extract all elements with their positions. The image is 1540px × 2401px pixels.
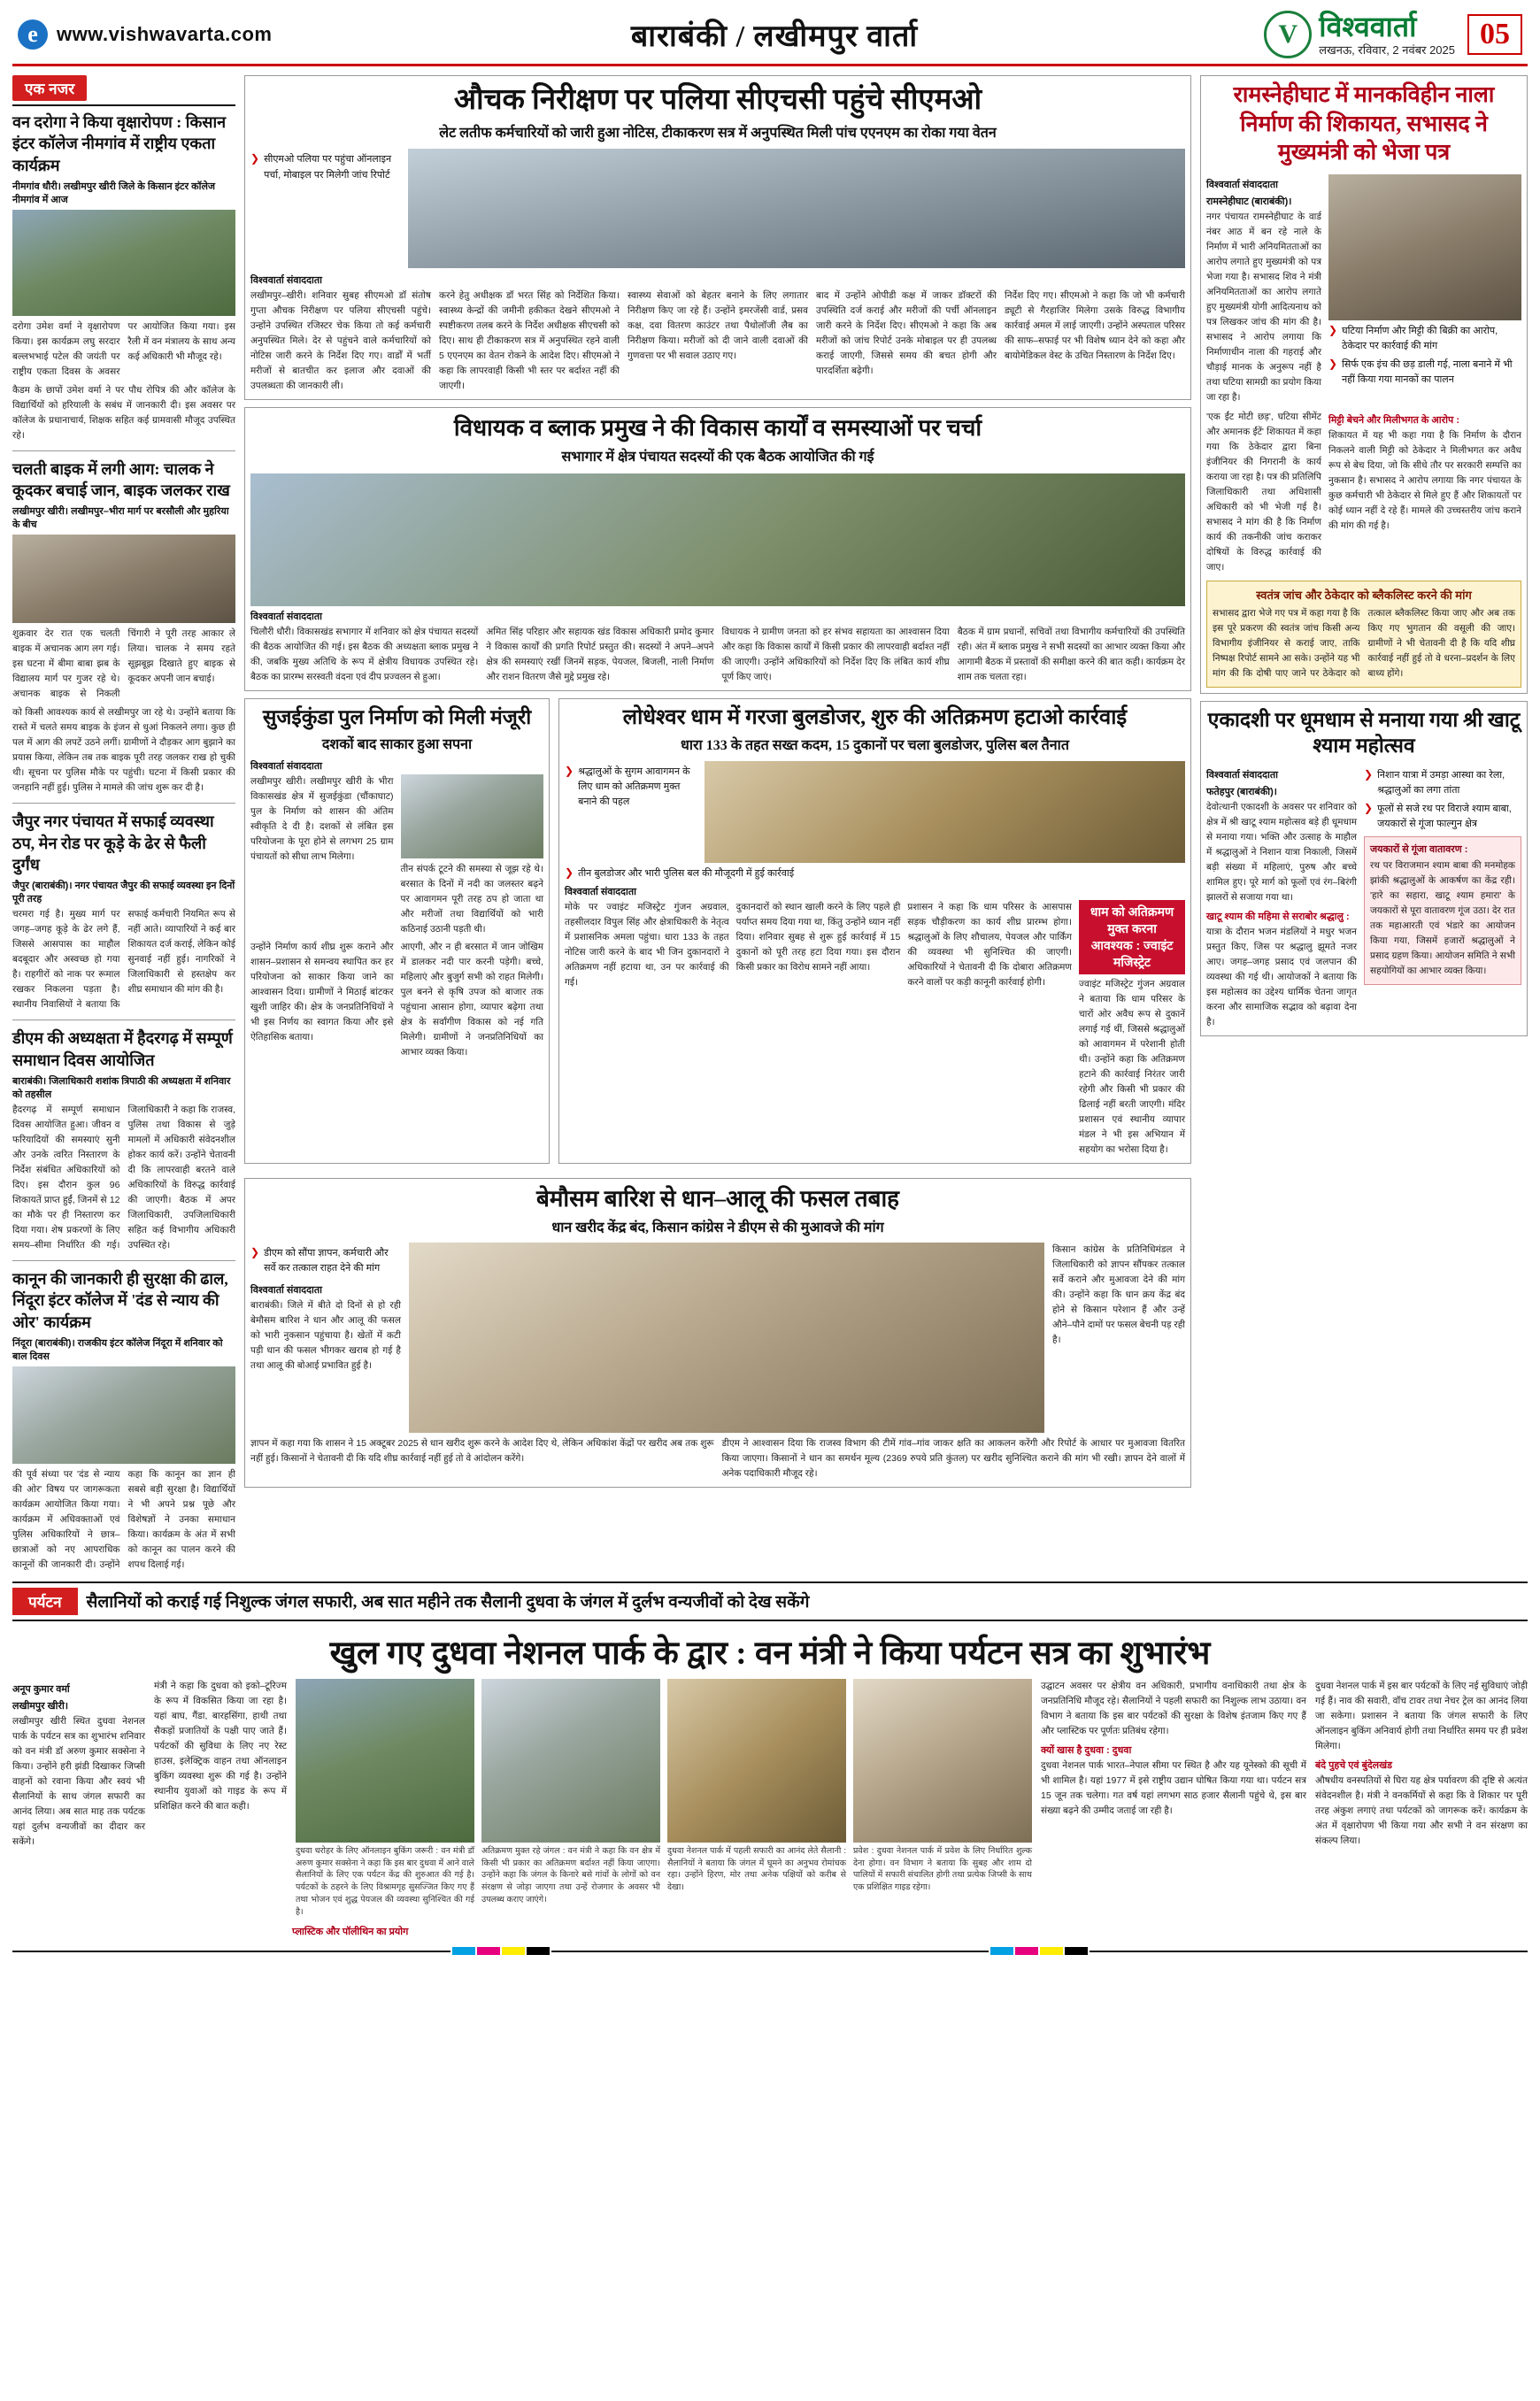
vidhayak-body-2: अमित सिंह परिहार और सहायक खंड विकास अधिकारी प्रमोद कुमार ने विकास कार्यों की प्रगति रिपोर्ट प्रस्तुत की। सदस्यों ने अपने–अपने क्षेत्र की समस्याएं रखीं जिनमें सड़क, पेयजल, बिजली, नाली निर्माण और राशन वितरण जैसे मुद्दे प्रमुख रहे। bbox=[486, 626, 714, 682]
khatu-side-title: जयकारों से गूंजा वातावरण : bbox=[1370, 844, 1468, 856]
lodheshwar-bullet-text-1: तीन बुलडोजर और भारी पुलिस बल की मौजूदगी में हुई कार्रवाई bbox=[578, 867, 795, 879]
cmyk-swatch-c2 bbox=[990, 1947, 1013, 1955]
edition-date: लखनऊ, रविवार, 2 नवंबर 2025 bbox=[1319, 43, 1455, 58]
tourism-body-2: मंत्री ने कहा कि दुधवा को इको–टूरिज्म के रूप में विकसित किया जा रहा है। यहां बाघ, गैंडा, बारहसिंगा, हाथी तथा सैकड़ों प्रजातियों के पक्षी पाए जाते हैं। पर्यटकों की सुविधा के लिए नए रेस्ट हाउस, इलेक्ट्रिक वाहन तथा ऑनलाइन बुकिंग व्यवस्था शुरू की गई है। उन्होंने स्थानीय युवाओं को गाइड के रूप में प्रशिक्षित करने की बात कही। bbox=[154, 1680, 287, 1812]
lead-photo bbox=[408, 149, 1185, 268]
brief-2-byline: लखीमपुर खीरी। लखीमपुर–भीरा मार्ग पर बरसौली और मुहरिया के बीच bbox=[12, 506, 229, 531]
lodheshwar-bullet-0 bbox=[565, 765, 697, 810]
sujai-headline: सुजईकुंडा पुल निर्माण को मिली मंजूरी bbox=[262, 705, 532, 728]
tourism-body-6: औषधीय वनस्पतियों से घिरा यह क्षेत्र पर्यावरण की दृष्टि से अत्यंत संवेदनशील है। मंत्री ने वनकर्मियों से कहा कि वे शिकार पर पूरी तरह अंकुश लगाएं तथा पर्यटकों को जागरूक करें। कार्यक्रम के अंत में वृक्षारोपण भी किया गया और सभी ने वन संरक्षण का संकल्प लिया। bbox=[1315, 1774, 1528, 1846]
ek-nazar-header bbox=[12, 75, 235, 106]
vidhayak-photo bbox=[250, 473, 1185, 606]
dhan-headline: बेमौसम बारिश से धान–आलू की फसल तबाह bbox=[536, 1185, 899, 1212]
brief-1-headline: वन दरोगा ने किया वृक्षारोपण : किसान इंटर कॉलेज नीमगांव में राष्ट्रीय एकता कार्यक्रम bbox=[12, 113, 227, 174]
cmyk-swatch-c bbox=[452, 1947, 475, 1955]
dhan-byline: विश्ववार्ता संवाददाता bbox=[250, 1285, 322, 1297]
lead-byline: विश्ववार्ता संवाददाता bbox=[250, 275, 322, 287]
tourism-body-4: दुधवा नेशनल पार्क भारत–नेपाल सीमा पर स्थित है और यह यूनेस्को की सूची में भी शामिल है। यहां 1977 में इसे राष्ट्रीय उद्यान घोषित किया गया था। पर्यटन सत्र 15 जून तक चलेगा। गत वर्ष यहां लगभग साठ हजार सैलानी पहुंचे थे, इस बार संख्या बढ़ने की उम्मीद जताई जा रही है। bbox=[1041, 1759, 1306, 1816]
page-body bbox=[12, 75, 1528, 1573]
brief-4-body: हैदरगढ़ में सम्पूर्ण समाधान दिवस आयोजित हुआ। जीवन व फरियादियों की समस्याएं सुनी और उनके त्वरित निस्तारण के निर्देश संबंधित अधिकारियों को दिए। इस दौरान कुल 96 शिकायतें प्राप्त हुईं, जिनमें से 12 का मौके पर ही निस्तारण कर दिया गया। शेष प्रकरणों के लिए समय–सीमा निर्धारित की गई। जिलाधिकारी ने कहा कि राजस्व, पुलिस तथा विकास से जुड़े मामलों में अधिकारी संवेदनशील होकर कार्य करें। उन्होंने चेतावनी दी कि लापरवाही बरतने वाले अधिकारियों के विरुद्ध कार्रवाई की जाएगी। बैठक में अपर जिलाधिकारी, उपजिलाधिकारी सहित कई विभागीय अधिकारी उपस्थित रहे। bbox=[12, 1104, 235, 1251]
brief-2-caption: को किसी आवश्यक कार्य से लखीमपुर जा रहे थे। उन्होंने बताया कि रास्ते में चलते समय बाइक के इंजन से धुआं निकलने लगा। कुछ ही पल में आग की लपटें उठने लगीं। ग्रामीणों ने दौड़कर आग बुझाने का प्रयास किया, लेकिन तब तक बाइक पूरी तरह जलकर राख हो चुकी थी। सूचना पर पुलिस मौके पर पहुंची। घटना में किसी प्रकार की जनहानि नहीं हुई। पुलिस ने मामले की जांच शुरू कर दी है। bbox=[12, 707, 235, 794]
khatu-sub-body: यात्रा के दौरान भजन मंडलियों ने मधुर भजन प्रस्तुत किए, जिस पर श्रद्धालु झूमते नजर आए। जगह–जगह प्रसाद एवं जलपान की व्यवस्था की गई थी। आयोजकों ने बताया कि इस महोत्सव का उद्देश्य धार्मिक चेतना जागृत करना और सामाजिक सद्भाव को बढ़ावा देना है। bbox=[1206, 927, 1357, 1028]
brief-3-byline: जैपुर (बाराबंकी)। नगर पंचायत जैपुर की सफाई व्यवस्था इन दिनों पूरी तरह bbox=[12, 881, 235, 905]
lodheshwar-subhead: धारा 133 के तहत सख्त कदम, 15 दुकानों पर चला बुलडोजर, पुलिस बल तैनात bbox=[681, 738, 1069, 754]
brief-5-headline: कानून की जानकारी ही सुरक्षा की ढाल, निंदूरा इंटर कॉलेज में 'दंड से न्याय की ओर' कार्यक्रम bbox=[12, 1269, 228, 1331]
khatu-sub-title: खाटू श्याम की महिमा से सराबोर श्रद्धालु : bbox=[1206, 912, 1350, 923]
dhan-photo bbox=[409, 1243, 1044, 1433]
sujai-body-4: आएगी, और न ही बरसात में जान जोखिम में डालकर नदी पार करनी पड़ेगी। बच्चे, महिलाएं और बुजुर्ग सभी को राहत मिलेगी। पुल बनने से कृषि उपज को बाजार तक पहुंचाना आसान होगा, व्यापार बढ़ेगा तथा क्षेत्र के सर्वांगीण विकास को नई गति मिलेगी। ग्रामीणों ने जनप्रतिनिधियों का आभार व्यक्त किया। bbox=[400, 942, 543, 1058]
bullet-icon: ❯ bbox=[565, 764, 574, 777]
dhan-bullet-text: डीएम को सौंपा ज्ञापन, कर्मचारी और सर्वे कर तत्काल राहत देने की मांग bbox=[264, 1248, 389, 1274]
ramsnehi-subbox-title: मिट्टी बेचने और मिलीभगत के आरोप : bbox=[1328, 414, 1459, 426]
dhan-body-2: किसान कांग्रेस के प्रतिनिधिमंडल ने जिलाधिकारी को ज्ञापन सौंपकर तत्काल सर्वे कराने और मुआवजा देने की मांग की। उन्होंने कहा कि धान क्रय केंद्र बंद होने से किसान परेशान हैं और उन्हें औने–पौने दामों पर फसल बेचनी पड़ रही है। bbox=[1052, 1244, 1185, 1346]
lead-story bbox=[244, 75, 1191, 400]
tourism-caption-2: अतिक्रमण मुक्त रहे जंगल : वन मंत्री ने कहा कि वन क्षेत्र में किसी भी प्रकार का अतिक्रमण बर्दाश्त नहीं किया जाएगा। उन्होंने कहा कि जंगल के किनारे बसे गांवों के लोगों को वन संरक्षण से जोड़ा जाएगा तथा उन्हें रोजगार के अवसर भी उपलब्ध कराए जाएंगे। bbox=[481, 1845, 660, 1905]
sujai-subhead: दशकों बाद साकार हुआ सपना bbox=[321, 736, 473, 752]
sujai-body-2: तीन संपर्क टूटने की समस्या से जूझ रहे थे। बरसात के दिनों में नदी का जलस्तर बढ़ने पर आवागमन पूरी तरह ठप हो जाता था और मरीजों तथा विद्यार्थियों को भारी कठिनाई उठानी पड़ती थी। bbox=[400, 864, 543, 935]
ramsnehi-byline: विश्ववार्ता संवाददाता bbox=[1206, 179, 1278, 190]
bullet-icon: ❯ bbox=[250, 1246, 260, 1259]
khatu-bullet-1 bbox=[1364, 802, 1521, 832]
brief-1-caption: कैडम के छापों उमेश वर्मा ने पर पौध रोपित्र की और कॉलेज के विद्यार्थियों को हरियाली के सबंध में जानकारी दी। इस अवसर पर कॉलेज के प्रधानाचार्य, शिक्षक सहित कई ग्रामवासी मौजूद उपस्थित रहे। bbox=[12, 384, 235, 441]
brief-1-byline: नीमगांव धौरी। लखीमपुर खीरी जिले के किसान इंटर कॉलेज नीमगांव में आज bbox=[12, 181, 216, 205]
brief-item-3 bbox=[12, 811, 235, 1012]
brief-5-byline: निंदूरा (बाराबंकी)। राजकीय इंटर कॉलेज निंदूरा में शनिवार को बाल दिवस bbox=[12, 1337, 223, 1362]
lodheshwar-sidebox-title: धाम को अतिक्रमण मुक्त करना आवश्यक : ज्वाइंट मजिस्ट्रेट bbox=[1079, 900, 1185, 974]
lodheshwar-photo bbox=[705, 761, 1185, 863]
lodheshwar-body-2: दुकानदारों को स्थान खाली करने के लिए पहले ही पर्याप्त समय दिया गया था, किंतु उन्होंने ध्यान नहीं दिया। शनिवार सुबह से शुरू हुई कार्रवाई में 15 दुकानों को पूरी तरह हटा दिया गया। इस दौरान किसी प्रकार का विरोध सामने नहीं आया। bbox=[735, 901, 901, 973]
sujai-photo bbox=[401, 774, 544, 858]
vidhayak-subhead: सभागार में क्षेत्र पंचायत सदस्यों की एक बैठक आयोजित की गई bbox=[561, 450, 874, 466]
ramsnehi-demand-body: सभासद द्वारा भेजे गए पत्र में कहा गया है कि इस पूरे प्रकरण की स्वतंत्र जांच किसी अन्य विभागीय इंजीनियर से कराई जाए, ताकि निष्पक्ष रिपोर्ट सामने आ सके। उन्होंने यह भी मांग की कि दोषी पाए जाने पर ठेकेदार को तत्काल ब्लैकलिस्ट किया जाए और अब तक किए गए भुगतान की वसूली की जाए। ग्रामीणों ने भी चेतावनी दी है कि यदि शीघ्र कार्रवाई नहीं हुई तो वे धरना–प्रदर्शन के लिए बाध्य होंगे। bbox=[1213, 607, 1515, 679]
vidhayak-body-3: विधायक ने ग्रामीण जनता को हर संभव सहायता का आश्वासन दिया और कहा कि विकास कार्यों में किसी प्रकार की लापरवाही बर्दाश्त नहीं की जाएगी। उन्होंने अधिकारियों को निर्देश दिए कि लंबित कार्य शीघ्र पूर्ण किए जाएं। bbox=[721, 626, 950, 682]
khatu-story bbox=[1200, 701, 1528, 1037]
brief-2-headline: चलती बाइक में लगी आग: चालक ने कूदकर बचाई जान, बाइक जलकर राख bbox=[12, 459, 230, 500]
column-middle bbox=[244, 75, 1191, 1573]
ramsnehi-headline: रामस्नेहीघाट में मानकविहीन नाला निर्माण की शिकायत, सभासद ने मुख्यमंत्री को भेजा पत्र bbox=[1233, 83, 1495, 165]
brief-1-photo bbox=[12, 210, 235, 316]
ramsnehi-bullet-1 bbox=[1328, 358, 1521, 388]
ramsnehi-body: नगर पंचायत रामस्नेहीघाट के वार्ड नंबर आठ में बन रहे नाले के निर्माण में भारी अनियमितताओं का आरोप लगाते हुए मुख्यमंत्री को पत्र भेजा गया है। सभासद शिव ने मंत्री अनियमितताओं का आरोप लगाते हुए मुख्यमंत्री योगी आदित्यनाथ को पत्र लिखकर जांच की मांग की है। सभासद ने आरोप लगाया कि निर्माणाधीन नाला की गहराई और चौड़ाई मानक के अनुरूप नहीं है तथा घटिया सामग्री का प्रयोग किया जा रहा है। bbox=[1206, 211, 1321, 403]
brand-logo-icon: V bbox=[1264, 11, 1312, 58]
khatu-bullet-0 bbox=[1364, 768, 1521, 798]
brief-2-body: शुक्रवार देर रात एक चलती बाइक में अचानक आग लग गई। इस घटना में बीमा बाबा झब के विद्यालय मार्ग पर गुजर रहे थे। अचानक बाइक से निकली चिंगारी ने पूरी तरह आकार ले लिया। चालक ने समय रहते सूझबूझ दिखाते हुए बाइक से कूदकर अपनी जान बचाई। bbox=[12, 628, 235, 700]
tourism-photo-4 bbox=[853, 1679, 1032, 1843]
khatu-headline: एकादशी पर धूमधाम से मनाया गया श्री खाटू श्याम महोत्सव bbox=[1207, 708, 1521, 758]
tourism-title: खुल गए दुधवा नेशनल पार्क के द्वार : वन मंत्री ने किया पर्यटन सत्र का शुभारंभ bbox=[329, 1635, 1211, 1672]
lead-subhead: लेट लतीफ कर्मचारियों को जारी हुआ नोटिस, टीकाकरण सत्र में अनुपस्थित मिली पांच एएनएम का रोका गया वेतन bbox=[439, 125, 997, 141]
brief-5-body: की पूर्व संध्या पर 'दंड से न्याय की ओर' विषय पर जागरूकता कार्यक्रम आयोजित किया गया। कार्यक्रम में अधिवक्ताओं एवं पुलिस अधिकारियों ने छात्र–छात्राओं को नए आपराधिक कानूनों की जानकारी दी। उन्होंने कहा कि कानून का ज्ञान ही सबसे बड़ी सुरक्षा है। विद्यार्थियों ने भी अपने प्रश्न पूछे और विशेषज्ञों ने उनका समाधान किया। कार्यक्रम के अंत में सभी को कानून का पालन करने की शपथ दिलाई गई। bbox=[12, 1468, 235, 1570]
brief-3-body: चरमरा गई है। मुख्य मार्ग पर जगह–जगह कूड़े के ढेर लगे हैं, जिससे आसपास का माहौल बदबूदार और अस्वच्छ हो गया है। राहगीरों को नाक पर रूमाल रखकर निकलना पड़ता है। स्थानीय निवासियों ने बताया कि सफाई कर्मचारी नियमित रूप से नहीं आते। व्यापारियों ने कई बार शिकायत दर्ज कराई, लेकिन कोई सुनवाई नहीं हुई। नागरिकों ने जिलाधिकारी से हस्तक्षेप कर शीघ्र समाधान की मांग की है। bbox=[12, 909, 235, 1011]
lead-body-4: बाद में उन्होंने ओपीडी कक्ष में जाकर डॉक्टरों की उपस्थिति दर्ज कराई और मरीजों की पर्ची ऑनलाइन जारी करने के निर्देश दिए। सीएमओ ने कहा कि अब मरीजों को जांच रिपोर्ट उनके मोबाइल पर ही उपलब्ध कराई जाएगी, जिससे समय की बचत होगी और पारदर्शिता बढ़ेगी। bbox=[816, 290, 997, 377]
sujai-byline: विश्ववार्ता संवाददाता bbox=[250, 761, 322, 773]
sujai-body-3: उन्होंने निर्माण कार्य शीघ्र शुरू कराने और शासन–प्रशासन से समन्वय स्थापित कर हर परियोजना को साकार किया जाने का आश्वासन दिया। ग्रामीणों ने मिठाई बांटकर खुशी जाहिर की। क्षेत्र के जनप्रतिनिधियों ने भी इस निर्णय का स्वागत किया और इसे ऐतिहासिक बताया। bbox=[250, 942, 394, 1043]
vidhayak-body-4: बैठक में ग्राम प्रधानों, सचिवों तथा विभागीय कर्मचारियों की उपस्थिति रही। अंत में ब्लाक प्रमुख ने सभी सदस्यों का आभार व्यक्त किया और आगामी बैठक में प्रस्तावों की समीक्षा करने की बात कही। कार्यक्रम देर शाम तक चलता रहा। bbox=[957, 626, 1185, 682]
dhan-subhead: धान खरीद केंद्र बंद, किसान कांग्रेस ने डीएम से की मुआवजे की मांग bbox=[551, 1220, 884, 1235]
lead-body-3: स्वास्थ्य सेवाओं को बेहतर बनाने के लिए लगातार निरीक्षण किए जा रहे हैं। उन्होंने इमरजेंसी वार्ड, प्रसव कक्ष, दवा वितरण काउंटर तथा पैथोलॉजी लैब का निरीक्षण किया। मरीजों को दी जाने वाली दवाओं की गुणवत्ता पर भी सवाल उठाए गए। bbox=[628, 290, 808, 362]
lodheshwar-body-1: मोके पर ज्वाइंट मजिस्ट्रेट गुंजन अग्रवाल, तहसीलदार विपुल सिंह और क्षेत्राधिकारी के नेतृत्व में प्रशासनिक अमला पहुंचा। धारा 133 के तहत नोटिस जारी करने के बाद भी जिन दुकानदारों ने अतिक्रमण नहीं हटाया था, उन पर कार्रवाई की गई। bbox=[565, 901, 729, 988]
dhan-body-4: डीएम ने आश्वासन दिया कि राजस्व विभाग की टीमें गांव–गांव जाकर क्षति का आकलन करेंगी और रिपोर्ट के आधार पर मुआवजा वितरित किया जाएगा। किसानों ने धान का समर्थन मूल्य (2369 रुपये प्रति कुंतल) पर खरीद सुनिश्चित कराने की मांग भी रखी। ज्ञापन देने वालों में अनेक पदाधिकारी मौजूद रहे। bbox=[721, 1438, 1185, 1480]
edition-title: बाराबंकी / लखीमपुर वार्ता bbox=[630, 20, 919, 53]
khatu-bullet-text-0: निशान यात्रा में उमड़ा आस्था का रेला, श्रद्धालुओं का लगा तांता bbox=[1377, 770, 1505, 796]
brief-2-photo bbox=[12, 535, 235, 623]
cmyk-swatch-m bbox=[477, 1947, 500, 1955]
tourism-caption-1: दुधवा धरोहर के लिए ऑनलाइन बुकिंग जरूरी : वन मंत्री डॉ अरुण कुमार सक्सेना ने कहा कि इस बार दुधवा में आने वाले सैलानियों के लिए एक पर्यटन केंद्र की शुरुआत की गई है। पर्यटकों के ठहरने के लिए विश्रामगृह सुसज्जित किए गए हैं तथा भोजन एवं शुद्ध पेयजल की व्यवस्था सुनिश्चित की गई है। bbox=[296, 1845, 474, 1917]
bullet-icon: ❯ bbox=[250, 152, 260, 165]
tourism-photo-1 bbox=[296, 1679, 474, 1843]
dhan-body-3: ज्ञापन में कहा गया कि शासन ने 15 अक्टूबर 2025 से धान खरीद शुरू करने के आदेश दिए थे, लेकिन अधिकांश केंद्रों पर खरीद अब तक शुरू नहीं हुई। किसानों ने चेतावनी दी कि यदि शीघ्र कार्रवाई नहीं हुई तो वे आंदोलन करेंगे। bbox=[250, 1438, 714, 1465]
vidhayak-story bbox=[244, 407, 1191, 690]
brief-3-headline: जैपुर नगर पंचायत में सफाई व्यवस्था ठप, मेन रोड पर कूड़े के ढेर से फैली दुर्गंध bbox=[12, 812, 214, 874]
lodheshwar-body-3: प्रशासन ने कहा कि धाम परिसर के आसपास सड़क चौड़ीकरण का कार्य शीघ्र प्रारम्भ होगा। श्रद्धालुओं के लिए शौचालय, पेयजल और पार्किंग की व्यवस्था भी सुनिश्चित की जाएगी। अधिकारियों ने चेतावनी दी कि दोबारा अतिक्रमण करने वालों पर कड़ी कानूनी कार्रवाई होगी। bbox=[907, 901, 1073, 988]
tourism-sub-head-1: प्लास्टिक और पॉलीथिन का प्रयोग bbox=[292, 1927, 409, 1938]
khatu-bullet-text-1: फूलों से सजे रथ पर विराजे श्याम बाबा, जयकारों से गूंजा फाल्गुन क्षेत्र bbox=[1377, 804, 1512, 830]
tourism-photo-3 bbox=[667, 1679, 846, 1843]
lead-bullet-0 bbox=[250, 152, 401, 182]
vidhayak-headline: विधायक व ब्लाक प्रमुख ने की विकास कार्यों व समस्याओं पर चर्चा bbox=[453, 415, 982, 442]
tourism-body-1: लखीमपुर खीरी स्थित दुधवा नेशनल पार्क के पर्यटन सत्र का शुभारंभ शनिवार को वन मंत्री डॉ अरुण कुमार सक्सेना ने किया। उन्होंने हरी झंडी दिखाकर जिप्सी वाहनों को रवाना किया और स्वयं भी सैलानियों के साथ जंगल सफारी का आनंद लिया। अब सात माह तक पर्यटक यहां दुर्लभ वन्यजीवों का दीदार कर सकेंगे। bbox=[12, 1715, 145, 1847]
bullet-icon: ❯ bbox=[1364, 768, 1374, 781]
khatu-side-body: रथ पर विराजमान श्याम बाबा की मनमोहक झांकी श्रद्धालुओं के आकर्षण का केंद्र रही। 'हारे का सहारा, खाटू श्याम हमारा' के जयकारों से पूरा वातावरण गूंज उठा। देर रात तक महाआरती एवं भंडारे का आयोजन किया गया, जिसमें हजारों श्रद्धालुओं ने प्रसाद ग्रहण किया। आयोजन समिति ने सभी सहयोगियों का आभार व्यक्त किया। bbox=[1370, 860, 1515, 977]
page-number: 05 bbox=[1467, 14, 1522, 55]
tourism-body-5: दुधवा नेशनल पार्क में इस बार पर्यटकों के लिए नई सुविधाएं जोड़ी गई हैं। नाव की सवारी, वॉच टावर तथा नेचर ट्रेल का आनंद लिया जा सकेगा। प्रशासन ने बताया कि जंगल सफारी के लिए ऑनलाइन बुकिंग अनिवार्य होगी तथा निर्धारित समय पर ही प्रवेश मिलेगा। bbox=[1315, 1680, 1528, 1751]
lead-body-2: करने हेतु अधीक्षक डॉ भरत सिंह को निर्देशित किया। स्वास्थ्य केन्द्रों की जमीनी हकीकत देखने सीएमओ ने स्पष्टीकरण तलब करने के निर्देश अधीक्षक सीएचसी को दिए। साथ ही टीकाकरण सत्र में अनुपस्थित रहने वाली 5 एएनएम का वेतन रोकने के आदेश दिए। सीएमओ ने कहा कि लापरवाही किसी भी स्तर पर बर्दाश्त नहीं की जाएगी। bbox=[439, 290, 620, 392]
tourism-dateline: लखीमपुर खीरी। bbox=[12, 1700, 69, 1712]
bullet-icon: ❯ bbox=[1364, 802, 1374, 815]
brief-4-byline: बाराबंकी। जिलाधिकारी शशांक त्रिपाठी की अध्यक्षता में शनिवार को तहसील bbox=[12, 1075, 231, 1100]
brief-item-1 bbox=[12, 112, 235, 443]
masthead-right bbox=[1151, 11, 1528, 58]
ramsnehi-bullet-0 bbox=[1328, 324, 1521, 354]
column-right bbox=[1200, 75, 1528, 1573]
cmyk-swatch-y2 bbox=[1040, 1947, 1063, 1955]
vidhayak-body-1: चिलौरी धौरी। विकासखंड सभागार में शनिवार को क्षेत्र पंचायत सदस्यों की बैठक आयोजित की गई। इस बैठक की अध्यक्षता ब्लाक प्रमुख ने की, जबकि मुख्य अतिथि के रूप में क्षेत्रीय विधायक उपस्थित रहे। बैठक का प्रारम्भ सरस्वती वंदना एवं दीप प्रज्वलन से हुआ। bbox=[250, 626, 479, 682]
dhan-story bbox=[244, 1178, 1191, 1488]
sujai-story bbox=[244, 698, 550, 1164]
dhan-body-1: बाराबंकी। जिले में बीते दो दिनों से हो रही बेमौसम बारिश ने धान और आलू की फसल को भारी नुकसान पहुंचाया है। खेतों में कटी पड़ी धान की फसल भीगकर खराब हो गई है तथा आलू की बोआई प्रभावित हुई है। bbox=[250, 1300, 401, 1372]
tourism-caption-3: दुधवा नेशनल पार्क में पहली सफारी का आनंद लेते सैलानी : सैलानियों ने बताया कि जंगल में घूमने का अनुभव रोमांचक रहा। उन्होंने हिरण, मोर तथा अनेक पक्षियों को करीब से देखा। bbox=[667, 1845, 846, 1893]
ramsnehi-photo bbox=[1328, 174, 1521, 320]
brief-item-2 bbox=[12, 458, 235, 796]
tourism-strip-line: सैलानियों को कराई गई निशुल्क जंगल सफारी, अब सात महीने तक सैलानी दुधवा के जंगल में दुर्लभ वन्यजीवों को देख सकेंगे bbox=[86, 1593, 810, 1612]
khatu-body: देवोत्थानी एकादशी के अवसर पर शनिवार को क्षेत्र में श्री खाटू श्याम महोत्सव बड़े ही धूमधाम से मनाया गया। भक्ति और उत्साह के माहौल में श्रद्धालुओं ने निशान यात्रा निकाली, जिसमें बड़ी संख्या में महिलाएं, पुरुष और बच्चे शामिल हुए। पूरे मार्ग को फूलों एवं रंग–बिरंगी झालरों से सजाया गया था। bbox=[1206, 802, 1357, 904]
bullet-icon: ❯ bbox=[1328, 323, 1338, 336]
column-left bbox=[12, 75, 235, 1573]
lead-headline: औचक निरीक्षण पर पलिया सीएचसी पहुंचे सीएमओ bbox=[453, 84, 982, 116]
tourism-photo-2 bbox=[481, 1679, 660, 1843]
ramsnehi-subbox-body: शिकायत में यह भी कहा गया है कि निर्माण के दौरान निकलने वाली मिट्टी को ठेकेदार ने मिलीभगत कर अवैध रूप से बेच दिया, जो कि सीधे तौर पर सरकारी सम्पत्ति का नुकसान है। सभासद ने आरोप लगाया कि नगर पंचायत के कुछ कर्मचारी भी ठेकेदार से मिले हुए हैं और शिकायतों पर कोई ध्यान नहीं दे रहे हैं। मामले की उच्चस्तरीय जांच कराने की मांग की गई है। bbox=[1328, 429, 1521, 531]
lodheshwar-sidebox-body: ज्वाइंट मजिस्ट्रेट गुंजन अग्रवाल ने बताया कि धाम परिसर के चारों ओर अवैध रूप से दुकानें लगाई गई थीं, जिससे श्रद्धालुओं को आवागमन में परेशानी होती थी। उन्होंने कहा कि अतिक्रमण हटाने की कार्रवाई निरंतर जारी रहेगी और किसी भी प्रकार की ढिलाई नहीं बरती जाएगी। मंदिर प्रशासन एवं स्थानीय व्यापार मंडल ने भी इस अभियान में सहयोग का भरोसा दिया है। bbox=[1079, 978, 1186, 1155]
brief-item-5 bbox=[12, 1268, 235, 1573]
ramsnehi-bullet-text-1: सिर्फ एक इंच की छड़ डाली गई, नाला बनाने में भी नहीं किया गया मानकों का पालन bbox=[1342, 358, 1513, 385]
cmyk-swatch-y bbox=[502, 1947, 525, 1955]
tourism-body-3: उद्घाटन अवसर पर क्षेत्रीय वन अधिकारी, प्रभागीय वनाधिकारी तथा क्षेत्र के जनप्रतिनिधि मौजूद रहे। सैलानियों ने पहली सफारी का निशुल्क लाभ उठाया। वन विभाग ने बताया कि इस बार पर्यटकों की सुरक्षा के विशेष इंतजाम किए गए हैं और प्लास्टिक पर पूर्णतः प्रतिबंध रहेगा। bbox=[1041, 1680, 1306, 1736]
dhan-bullet-0 bbox=[250, 1246, 401, 1276]
lead-bullet-text: सीएमओ पलिया पर पहुंचा ऑनलाइन पर्चा, मोबाइल पर मिलेगी जांच रिपोर्ट bbox=[264, 154, 392, 181]
brief-5-photo bbox=[12, 1366, 235, 1464]
ramsnehi-body2: 'एक ईंट मोटी छड़', घटिया सीमेंट और अमानक ईंटें' शिकायत में कहा गया कि ठेकेदार द्वारा बिना इंजीनियर की निगरानी के कार्य कराया जा रहा है। पत्र की प्रतिलिपि जिलाधिकारी तथा अधिशासी अधिकारी को भी भेजी गई है। सभासद ने मांग की है कि निर्माण कार्य की तकनीकी जांच कराकर दोषियों के विरुद्ध कार्रवाई की जाए। bbox=[1206, 411, 1321, 573]
bullet-icon: ❯ bbox=[1328, 357, 1338, 370]
ramsnehi-bullet-text-0: घटिया निर्माण और मिट्टी की बिक्री का आरोप, ठेकेदार पर कार्रवाई की मांग bbox=[1342, 325, 1498, 351]
cmyk-swatch-k2 bbox=[1065, 1947, 1088, 1955]
masthead-left bbox=[12, 19, 398, 50]
lodheshwar-bullet-text-0: श्रद्धालुओं के सुगम आवागमन के लिए धाम को अतिक्रमण मुक्त बनाने की पहल bbox=[578, 766, 690, 807]
brief-1-body: दरोगा उमेश वर्मा ने वृक्षारोपण किया। इस कार्यक्रम लघु सरदार बल्लभभाई पटेल की जयंती पर राष्ट्रीय एकता दिवस के अवसर पर आयोजित किया गया। इस रैली में वन मंत्रालय के साथ अन्य कई अधिकारी भी मौजूद रहे। bbox=[12, 320, 235, 377]
tourism-bar bbox=[12, 1581, 1528, 1621]
tourism-sub-head-0: क्यों खास है दुधवा : दुधवा bbox=[1041, 1744, 1132, 1756]
website-url[interactable]: www.vishwavarta.com bbox=[57, 23, 273, 45]
epaper-icon: e bbox=[18, 19, 48, 50]
tourism-byline: अनूप कुमार वर्मा bbox=[12, 1683, 70, 1695]
tourism-caption-4: प्रवेश : दुधवा नेशनल पार्क में प्रवेश के लिए निर्धारित शुल्क देना होगा। वन विभाग ने बताया कि सुबह और शाम दो पालियों में सफारी संचालित होगी तथा प्रत्येक जिप्सी के साथ एक प्रशिक्षित गाइड रहेगा। bbox=[853, 1845, 1032, 1893]
ramsnehi-dateline: रामस्नेहीघाट (बाराबंकी)। bbox=[1206, 196, 1292, 207]
brief-4-headline: डीएम की अध्यक्षता में हैदरगढ़ में सम्पूर्ण समाधान दिवस आयोजित bbox=[12, 1029, 233, 1069]
lead-body-5: निर्देश दिए गए। सीएमओ ने कहा कि जो भी कर्मचारी ड्यूटी से गैरहाजिर मिलेगा उसके विरुद्ध विभागीय कार्रवाई अमल में लाई जाएगी। उन्होंने अस्पताल परिसर की साफ–सफाई पर भी विशेष ध्यान देने को कहा और बायोमेडिकल वेस्ट के उचित निस्तारण के निर्देश दिए। bbox=[1005, 290, 1185, 362]
cmyk-swatch-k bbox=[527, 1947, 550, 1955]
lodheshwar-headline: लोधेश्वर धाम में गरजा बुलडोजर, शुरु की अतिक्रमण हटाओ कार्रवाई bbox=[622, 705, 1128, 729]
brand-block bbox=[1264, 11, 1455, 58]
lodheshwar-bullet-1 bbox=[565, 866, 1185, 881]
lead-body-1: लखीमपुर–खीरी। शनिवार सुबह सीएमओ डॉ संतोष गुप्ता औचक निरीक्षण पर पलिया सीएचसी पहुंचे। उन्होंने उपस्थित रजिस्टर चेक किया तो कई कर्मचारी अनुपस्थित मिले। देर से पहुंचने वाले कर्मचारियों को नोटिस जारी करने के निर्देश दिए गए। वार्डों में भर्ती मरीजों से बातचीत कर इलाज और दवाओं की उपलब्धता की जानकारी ली। bbox=[250, 290, 431, 392]
tourism-sub-head-2: बंदे पुहचे एवं बुंदेलखंड bbox=[1315, 1759, 1393, 1771]
lodheshwar-story bbox=[558, 698, 1191, 1164]
sujai-body-1: लखीमपुर खीरी। लखीमपुर खीरी के भीरा विकासखंड क्षेत्र में सुजईकुंडा (चौंकाघाट) पुल के निर्माण को शासन की अंतिम स्वीकृति दे दी है। दशकों से लंबित इस परियोजना के पूरा होने से लगभग 25 ग्राम पंचायतों को सीधा लाभ मिलेगा। bbox=[250, 776, 394, 863]
khatu-byline: विश्ववार्ता संवाददाता bbox=[1206, 770, 1278, 781]
khatu-dateline: फतेहपुर (बाराबंकी)। bbox=[1206, 787, 1277, 798]
ramsnehi-demand-title: स्वतंत्र जांच और ठेकेदार को ब्लैकलिस्ट करने की मांग bbox=[1256, 588, 1472, 602]
vidhayak-byline: विश्ववार्ता संवाददाता bbox=[250, 611, 322, 622]
section-tag: एक नजर bbox=[12, 75, 87, 101]
cmyk-swatch-m2 bbox=[1015, 1947, 1038, 1955]
bullet-icon: ❯ bbox=[565, 866, 574, 879]
masthead bbox=[12, 11, 1528, 66]
ramsnehi-story bbox=[1200, 75, 1528, 694]
brand-name: विश्ववार्ता bbox=[1319, 10, 1417, 42]
cmyk-registration-bar bbox=[12, 1947, 1528, 1955]
brief-item-4 bbox=[12, 1027, 235, 1253]
tourism-tag: पर्यटन bbox=[12, 1588, 78, 1615]
tourism-body bbox=[12, 1679, 1528, 1919]
lodheshwar-byline: विश्ववार्ता संवाददाता bbox=[565, 886, 636, 897]
